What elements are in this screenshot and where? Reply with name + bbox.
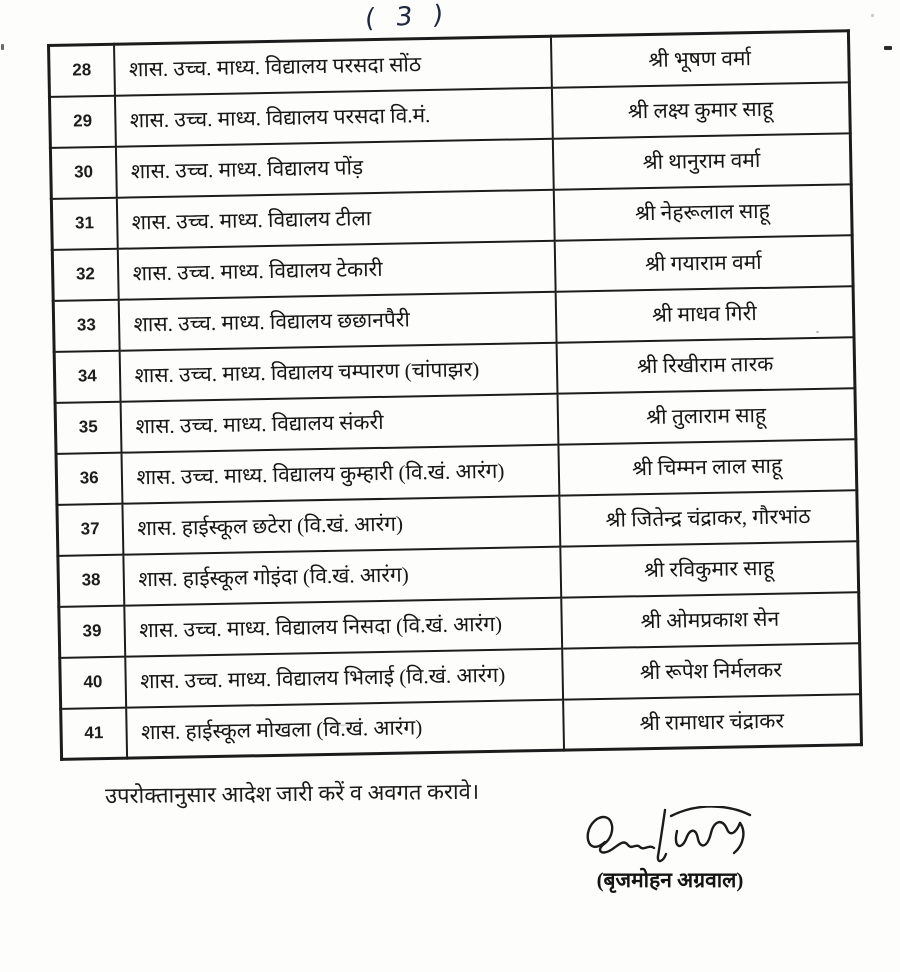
serial-number: 39 bbox=[59, 605, 125, 657]
scan-artifact bbox=[330, 724, 352, 726]
serial-number: 36 bbox=[56, 452, 122, 504]
serial-number: 38 bbox=[58, 554, 124, 606]
school-name: शास. उच्च. माध्य. विद्यालय टीला bbox=[116, 189, 554, 248]
school-name: शास. उच्च. माध्य. विद्यालय भिलाई (वि.खं. आरंग) bbox=[125, 648, 563, 707]
serial-number: 35 bbox=[55, 401, 121, 453]
signature-block bbox=[560, 806, 780, 894]
teacher-name: श्री तुलाराम साहू bbox=[557, 388, 856, 444]
teacher-name: श्री रूपेश निर्मलकर bbox=[562, 643, 861, 699]
teacher-name: श्री रविकुमार साहू bbox=[560, 541, 859, 597]
school-name: शास. उच्च. माध्य. विद्यालय चम्पारण (चांपाझर) bbox=[119, 342, 557, 401]
school-name: शास. उच्च. माध्य. विद्यालय छछानपैरी bbox=[118, 291, 556, 350]
assignments-table-body bbox=[49, 31, 862, 760]
school-name: शास. हाईस्कूल मोखला (वि.खं. आरंग) bbox=[126, 699, 564, 758]
scan-artifact bbox=[884, 46, 892, 50]
teacher-name: श्री रिखीराम तारक bbox=[556, 337, 855, 393]
serial-number: 30 bbox=[50, 146, 116, 198]
assignments-table bbox=[47, 29, 863, 761]
teacher-name: श्री जितेन्द्र चंद्राकर, गौरभांठ bbox=[559, 490, 858, 546]
school-name: शास. उच्च. माध्य. विद्यालय कुम्हारी (वि.खं. आरंग) bbox=[121, 444, 559, 503]
school-name: शास. हाईस्कूल छटेरा (वि.खं. आरंग) bbox=[122, 495, 560, 554]
school-name: शास. उच्च. माध्य. विद्यालय पोंड़ bbox=[115, 138, 553, 197]
serial-number: 31 bbox=[51, 197, 117, 249]
serial-number: 32 bbox=[52, 248, 118, 300]
school-name: शास. उच्च. माध्य. विद्यालय निसदा (वि.खं. आरंग) bbox=[124, 597, 562, 656]
scan-artifact bbox=[871, 14, 874, 17]
teacher-name: श्री माधव गिरी bbox=[555, 286, 854, 342]
teacher-name: श्री लक्ष्य कुमार साहू bbox=[551, 82, 850, 138]
signature-icon bbox=[570, 806, 770, 870]
closing-instruction-line: उपरोक्तानुसार आदेश जारी करें व अवगत करावे। bbox=[104, 778, 480, 809]
school-name: शास. उच्च. माध्य. विद्यालय परसदा सोंठ bbox=[114, 36, 552, 95]
school-name: शास. उच्च. माध्य. विद्यालय टेकारी bbox=[117, 240, 555, 299]
serial-number: 34 bbox=[54, 350, 120, 402]
page-number: ( 3 ) bbox=[363, 0, 451, 35]
serial-number: 33 bbox=[53, 299, 119, 351]
school-name: शास. उच्च. माध्य. विद्यालय संकरी bbox=[120, 393, 558, 452]
signatory-name: (बृजमोहन अग्रवाल) bbox=[596, 868, 744, 892]
teacher-name: श्री ओमप्रकाश सेन bbox=[561, 592, 860, 648]
serial-number: 41 bbox=[61, 707, 127, 759]
teacher-name: श्री गयाराम वर्मा bbox=[554, 235, 853, 291]
serial-number: 37 bbox=[57, 503, 123, 555]
school-name: शास. उच्च. माध्य. विद्यालय परसदा वि.मं. bbox=[114, 87, 552, 146]
teacher-name: श्री थानुराम वर्मा bbox=[552, 133, 851, 189]
serial-number: 40 bbox=[60, 656, 126, 708]
teacher-name: श्री भूषण वर्मा bbox=[550, 31, 849, 87]
serial-number: 29 bbox=[49, 95, 115, 147]
scan-artifact bbox=[1, 44, 4, 50]
scan-artifact bbox=[816, 331, 819, 333]
serial-number: 28 bbox=[49, 44, 115, 96]
teacher-name: श्री रामाधार चंद्राकर bbox=[563, 694, 862, 750]
teacher-name: श्री नेहरूलाल साहू bbox=[553, 184, 852, 240]
teacher-name: श्री चिम्मन लाल साहू bbox=[558, 439, 857, 495]
school-name: शास. हाईस्कूल गोइंदा (वि.खं. आरंग) bbox=[123, 546, 561, 605]
